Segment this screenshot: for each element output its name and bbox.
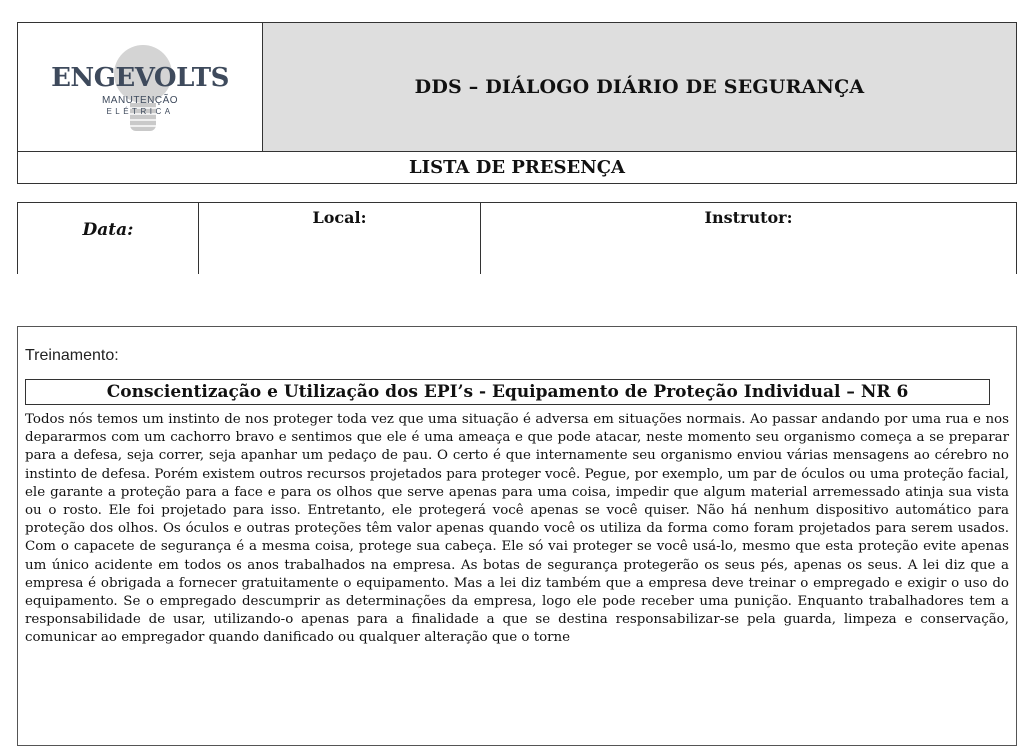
instructor-cell[interactable] [481,203,1016,274]
header-table [17,22,1017,152]
local-cell[interactable] [199,203,481,274]
logo-subtitle-1: MANUTENÇÃO [101,95,179,106]
instructor-label: Instrutor: [704,208,793,227]
date-cell[interactable] [18,203,199,274]
logo [18,23,263,151]
date-label: Data: [82,220,134,240]
presence-list-title: LISTA DE PRESENÇA [17,151,1017,184]
local-label: Local: [312,208,367,227]
logo-name: ENGEVOLTS [51,63,229,93]
training-body-text: Todos nós temos um instinto de nos proteger toda vez que uma situação é adversa em situações normais. Ao passar andando por uma rua e nos depararmos com um cachorro bravo e sentimos que ele é uma ameaça e que pode atacar, neste momento seu organismo começa a se preparar para a defesa, seja correr, seja apanhar um pedaço de pau. O certo é que internamente seu organismo enviou várias mensagens ao cérebro no instinto de defesa. Porém existem outros recursos projetados para proteger você. Pegue, por exemplo, um par de óculos ou uma proteção facial, ele garante a proteção para a face e para os olhos que serve apenas para uma coisa, impedir que algum material arremessado atinja sua vista ou o rosto. Ele foi projetado para isso. Entretanto, ele protegerá você apenas se você quiser. Não há nenhum dispositivo automático para proteção dos olhos. Os óculos e outras proteções têm valor apenas quando você os utiliza da forma como foram projetados para serem usados. Com o capacete de segurança é a mesma coisa, protege sua cabeça. Ele só vai proteger se você usá-lo, mesmo que esta proteção evite apenas um único acidente em todos os anos trabalhados na empresa. As botas de segurança protegerão os seus pés, apenas os seus. A lei diz que a empresa é obrigada a fornecer gratuitamente o equipamento. Mas a lei diz também que a empresa deve treinar o empregado e exigir o uso do equipamento. Se o empregado descumprir as determinações da empresa, logo ele pode receber uma punição. Enquanto trabalhadores tem a responsabilidade de usar, utilizando-o apenas para a finalidade a que se destina responsabilizar-se pela guarda, limpeza e conservação, comunicar ao empregador quando danificado ou qualquer alteração que o torne [25,412,1009,646]
logo-subtitle-2: ELÉTRICA [106,107,174,116]
training-title: Conscientização e Utilização dos EPI’s - Equipamento de Proteção Individual – NR 6 [25,379,990,405]
training-label: Treinamento: [25,347,119,364]
training-box [17,326,1017,746]
document-title: DDS – DIÁLOGO DIÁRIO DE SEGURANÇA [263,23,1016,151]
info-row [17,202,1017,274]
